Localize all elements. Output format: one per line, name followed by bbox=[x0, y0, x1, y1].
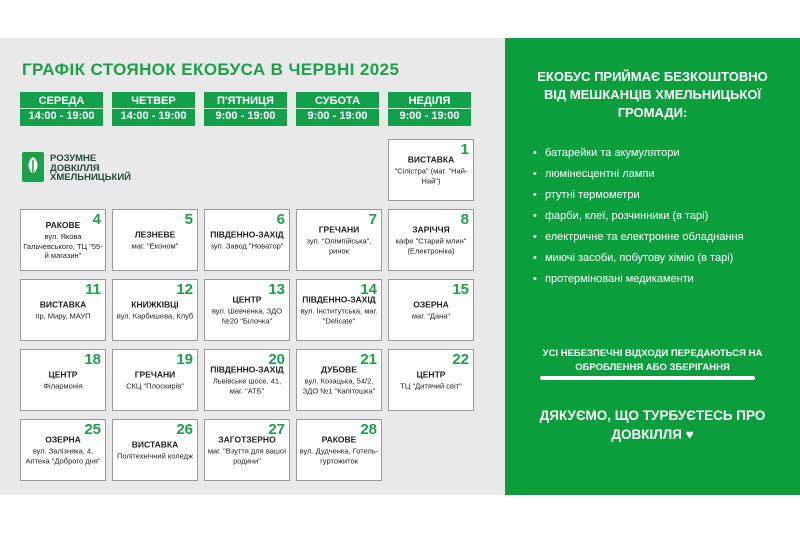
cell-place: ОЗЕРНА bbox=[413, 299, 449, 310]
cell-day-number: 1 bbox=[460, 141, 469, 158]
cell-address: Політехнічний коледж bbox=[116, 451, 193, 461]
calendar-cell-1 bbox=[388, 139, 474, 201]
cell-address: Львівське шосе, 41, маг. "АТБ" bbox=[212, 376, 282, 395]
cell-day-number: 25 bbox=[84, 421, 101, 438]
hazard-note: УСІ НЕБЕЗПЕЧНІ ВІДХОДИ ПЕРЕДАЮТЬСЯ НА ОБРОБЛЕННЯ АБО ЗБЕРІГАННЯ bbox=[542, 348, 763, 373]
cell-day-number: 20 bbox=[268, 351, 285, 368]
cell-place: ДУБОВЕ bbox=[321, 364, 357, 375]
accepted-items-list bbox=[533, 143, 788, 290]
cell-address: вул. Козацька, 54/2, ЗДО №1 "Капітошка" bbox=[302, 376, 376, 395]
calendar-cell-6 bbox=[204, 209, 290, 271]
cell-address: вул. Залізняка, 4, Аптека "Доброго дня" bbox=[25, 446, 101, 465]
cell-address: маг. "Взуття для вашої родини" bbox=[207, 446, 287, 465]
day-name: П'ЯТНИЦЯ bbox=[217, 95, 274, 107]
cell-place: КНИЖКІВЦІ bbox=[131, 299, 179, 310]
day-header-wednesday bbox=[20, 92, 103, 126]
cell-address: вул. Інститутська, маг. "Delicate" bbox=[300, 306, 378, 325]
cell-address: Філармонія bbox=[43, 381, 83, 391]
list-item: • батарейки та акумулятори bbox=[533, 143, 788, 164]
calendar-cell-14 bbox=[296, 279, 382, 341]
cell-day-number: 5 bbox=[184, 211, 193, 228]
cell-place: ВИСТАВКА bbox=[131, 439, 179, 450]
cell-day-number: 14 bbox=[360, 281, 377, 298]
cell-place: ПІВДЕННО-ЗАХІД bbox=[210, 229, 284, 240]
day-name: СЕРЕДА bbox=[38, 95, 85, 107]
cell-place: ГРЕЧАНИ bbox=[318, 224, 360, 235]
calendar-cell-7 bbox=[296, 209, 382, 271]
calendar-cell-19 bbox=[112, 349, 198, 411]
cell-address: пр. Миру, МАУП bbox=[35, 311, 91, 321]
list-item: • миючі засоби, побутову хімію (в тарі) bbox=[533, 248, 788, 269]
cell-address: зуп. "Олімпійська", ринок bbox=[306, 236, 372, 255]
cell-day-number: 13 bbox=[268, 281, 285, 298]
cell-day-number: 7 bbox=[368, 211, 377, 228]
thanks-message: ДЯКУЄМО, ЩО ТУРБУЄТЕСЬ ПРО ДОВКІЛЛЯ ♥ bbox=[539, 408, 766, 442]
cell-day-number: 11 bbox=[85, 281, 101, 298]
cell-place: РАКОВЕ bbox=[45, 219, 81, 230]
cell-place: ГРЕЧАНИ bbox=[134, 369, 176, 380]
list-item: • протерміновані медикаменти bbox=[533, 269, 788, 290]
cell-place: РАКОВЕ bbox=[321, 434, 357, 445]
calendar-cell-20 bbox=[204, 349, 290, 411]
cell-address: маг. "Дана" bbox=[411, 311, 451, 321]
page-title: ГРАФІК СТОЯНОК ЕКОБУСА В ЧЕРВНІ 2025 bbox=[22, 60, 400, 79]
cell-address: вул. Якова Гальчевського, ТЦ "55-й магазин" bbox=[23, 231, 103, 260]
day-header-friday bbox=[204, 92, 287, 126]
cell-place: ЛЕЗНЕВЕ bbox=[134, 229, 176, 240]
calendar-cell-11 bbox=[20, 279, 106, 341]
day-name: ЧЕТВЕР bbox=[131, 95, 176, 107]
info-panel bbox=[505, 38, 800, 495]
cell-day-number: 18 bbox=[84, 351, 101, 368]
list-item: • фарби, клеї, розчинники (в тарі) bbox=[533, 206, 788, 227]
cell-address: вул. Шевченка, ЗДО №20 "Білочка" bbox=[211, 306, 283, 325]
cell-day-number: 22 bbox=[452, 351, 469, 368]
cell-day-number: 15 bbox=[452, 281, 469, 298]
day-name: СУБОТА bbox=[314, 95, 361, 107]
calendar-cell-27 bbox=[204, 419, 290, 481]
cell-place: ВИСТАВКА bbox=[39, 299, 87, 310]
calendar-cell-12 bbox=[112, 279, 198, 341]
cell-address: "Сілістра" (маг. "Най-Най") bbox=[394, 166, 468, 185]
logo-text bbox=[50, 154, 131, 183]
day-time: 14:00 - 19:00 bbox=[28, 110, 95, 122]
calendar-cell-22 bbox=[388, 349, 474, 411]
cell-address: зуп. Завод "Новатор" bbox=[210, 241, 284, 251]
cell-place: ЦЕНТР bbox=[416, 369, 446, 380]
divider bbox=[296, 108, 379, 109]
cell-place: ЦЕНТР bbox=[232, 294, 262, 305]
calendar-cell-13 bbox=[204, 279, 290, 341]
day-name: НЕДІЛЯ bbox=[408, 95, 451, 107]
cell-place: ЗАРІЧЧЯ bbox=[412, 224, 450, 235]
calendar-cell-18 bbox=[20, 349, 106, 411]
cell-place: ЗАГОТЗЕРНО bbox=[218, 434, 276, 445]
divider bbox=[20, 108, 103, 109]
cell-day-number: 28 bbox=[360, 421, 377, 438]
day-header-saturday bbox=[296, 92, 379, 126]
cell-place: ВИСТАВКА bbox=[407, 154, 455, 165]
logo-line: ХМЕЛЬНИЦЬКИЙ bbox=[50, 172, 131, 183]
day-header-sunday bbox=[388, 92, 471, 126]
calendar-cell-5 bbox=[112, 209, 198, 271]
cell-day-number: 27 bbox=[268, 421, 285, 438]
cell-address: вул. Карбишева, Клуб bbox=[116, 311, 194, 321]
day-header-thursday bbox=[112, 92, 195, 126]
cell-day-number: 12 bbox=[176, 281, 193, 298]
cell-place: ОЗЕРНА bbox=[45, 434, 81, 445]
cell-place: ПІВДЕННО-ЗАХІД bbox=[302, 294, 376, 305]
cell-address: ТЦ "Дитячий світ" bbox=[400, 381, 462, 391]
calendar-cell-26 bbox=[112, 419, 198, 481]
day-time: 14:00 - 19:00 bbox=[120, 110, 187, 122]
brush-stroke bbox=[540, 376, 755, 380]
day-time: 9:00 - 19:00 bbox=[307, 110, 368, 122]
calendar-cell-15 bbox=[388, 279, 474, 341]
cell-day-number: 6 bbox=[276, 211, 285, 228]
cell-day-number: 26 bbox=[176, 421, 193, 438]
logo-line: РОЗУМНЕ bbox=[50, 153, 97, 164]
calendar-cell-8 bbox=[388, 209, 474, 271]
cell-day-number: 19 bbox=[176, 351, 193, 368]
logo-line: ДОВКІЛЛЯ bbox=[50, 162, 100, 174]
cell-place: ЦЕНТР bbox=[48, 369, 78, 380]
cell-address: кафе "Старий млин" (Електроніка) bbox=[395, 236, 467, 255]
calendar-cell-21 bbox=[296, 349, 382, 411]
day-time: 9:00 - 19:00 bbox=[215, 110, 276, 122]
divider bbox=[112, 108, 195, 109]
cell-day-number: 21 bbox=[360, 351, 377, 368]
cell-address: вул. Дудченка, Готель-гуртожиток bbox=[299, 446, 379, 465]
divider bbox=[204, 108, 287, 109]
leaf-logo-icon bbox=[22, 152, 44, 182]
calendar-cell-25 bbox=[20, 419, 106, 481]
accepted-title: ЕКОБУС ПРИЙМАЄ БЕЗКОШТОВНО ВІД МЕШКАНЦІВ ХМЕЛЬНИЦЬКОЇ ГРОМАДИ: bbox=[537, 69, 768, 120]
list-item: • люмінесцентні лампи bbox=[533, 164, 788, 185]
cell-day-number: 4 bbox=[92, 211, 101, 228]
calendar-cell-4 bbox=[20, 209, 106, 271]
logo bbox=[22, 152, 162, 182]
divider bbox=[388, 108, 471, 109]
calendar-cell-28 bbox=[296, 419, 382, 481]
cell-place: ПІВДЕННО-ЗАХІД bbox=[210, 364, 284, 375]
schedule-panel bbox=[0, 38, 505, 495]
cell-day-number: 8 bbox=[460, 211, 469, 228]
day-time: 9:00 - 19:00 bbox=[399, 110, 460, 122]
cell-address: СКЦ "Плоскирів" bbox=[126, 381, 184, 391]
cell-address: маг. "Економ" bbox=[131, 241, 179, 251]
list-item: • електричне та електронне обладнання bbox=[533, 227, 788, 248]
list-item: • ртутні термометри bbox=[533, 185, 788, 206]
